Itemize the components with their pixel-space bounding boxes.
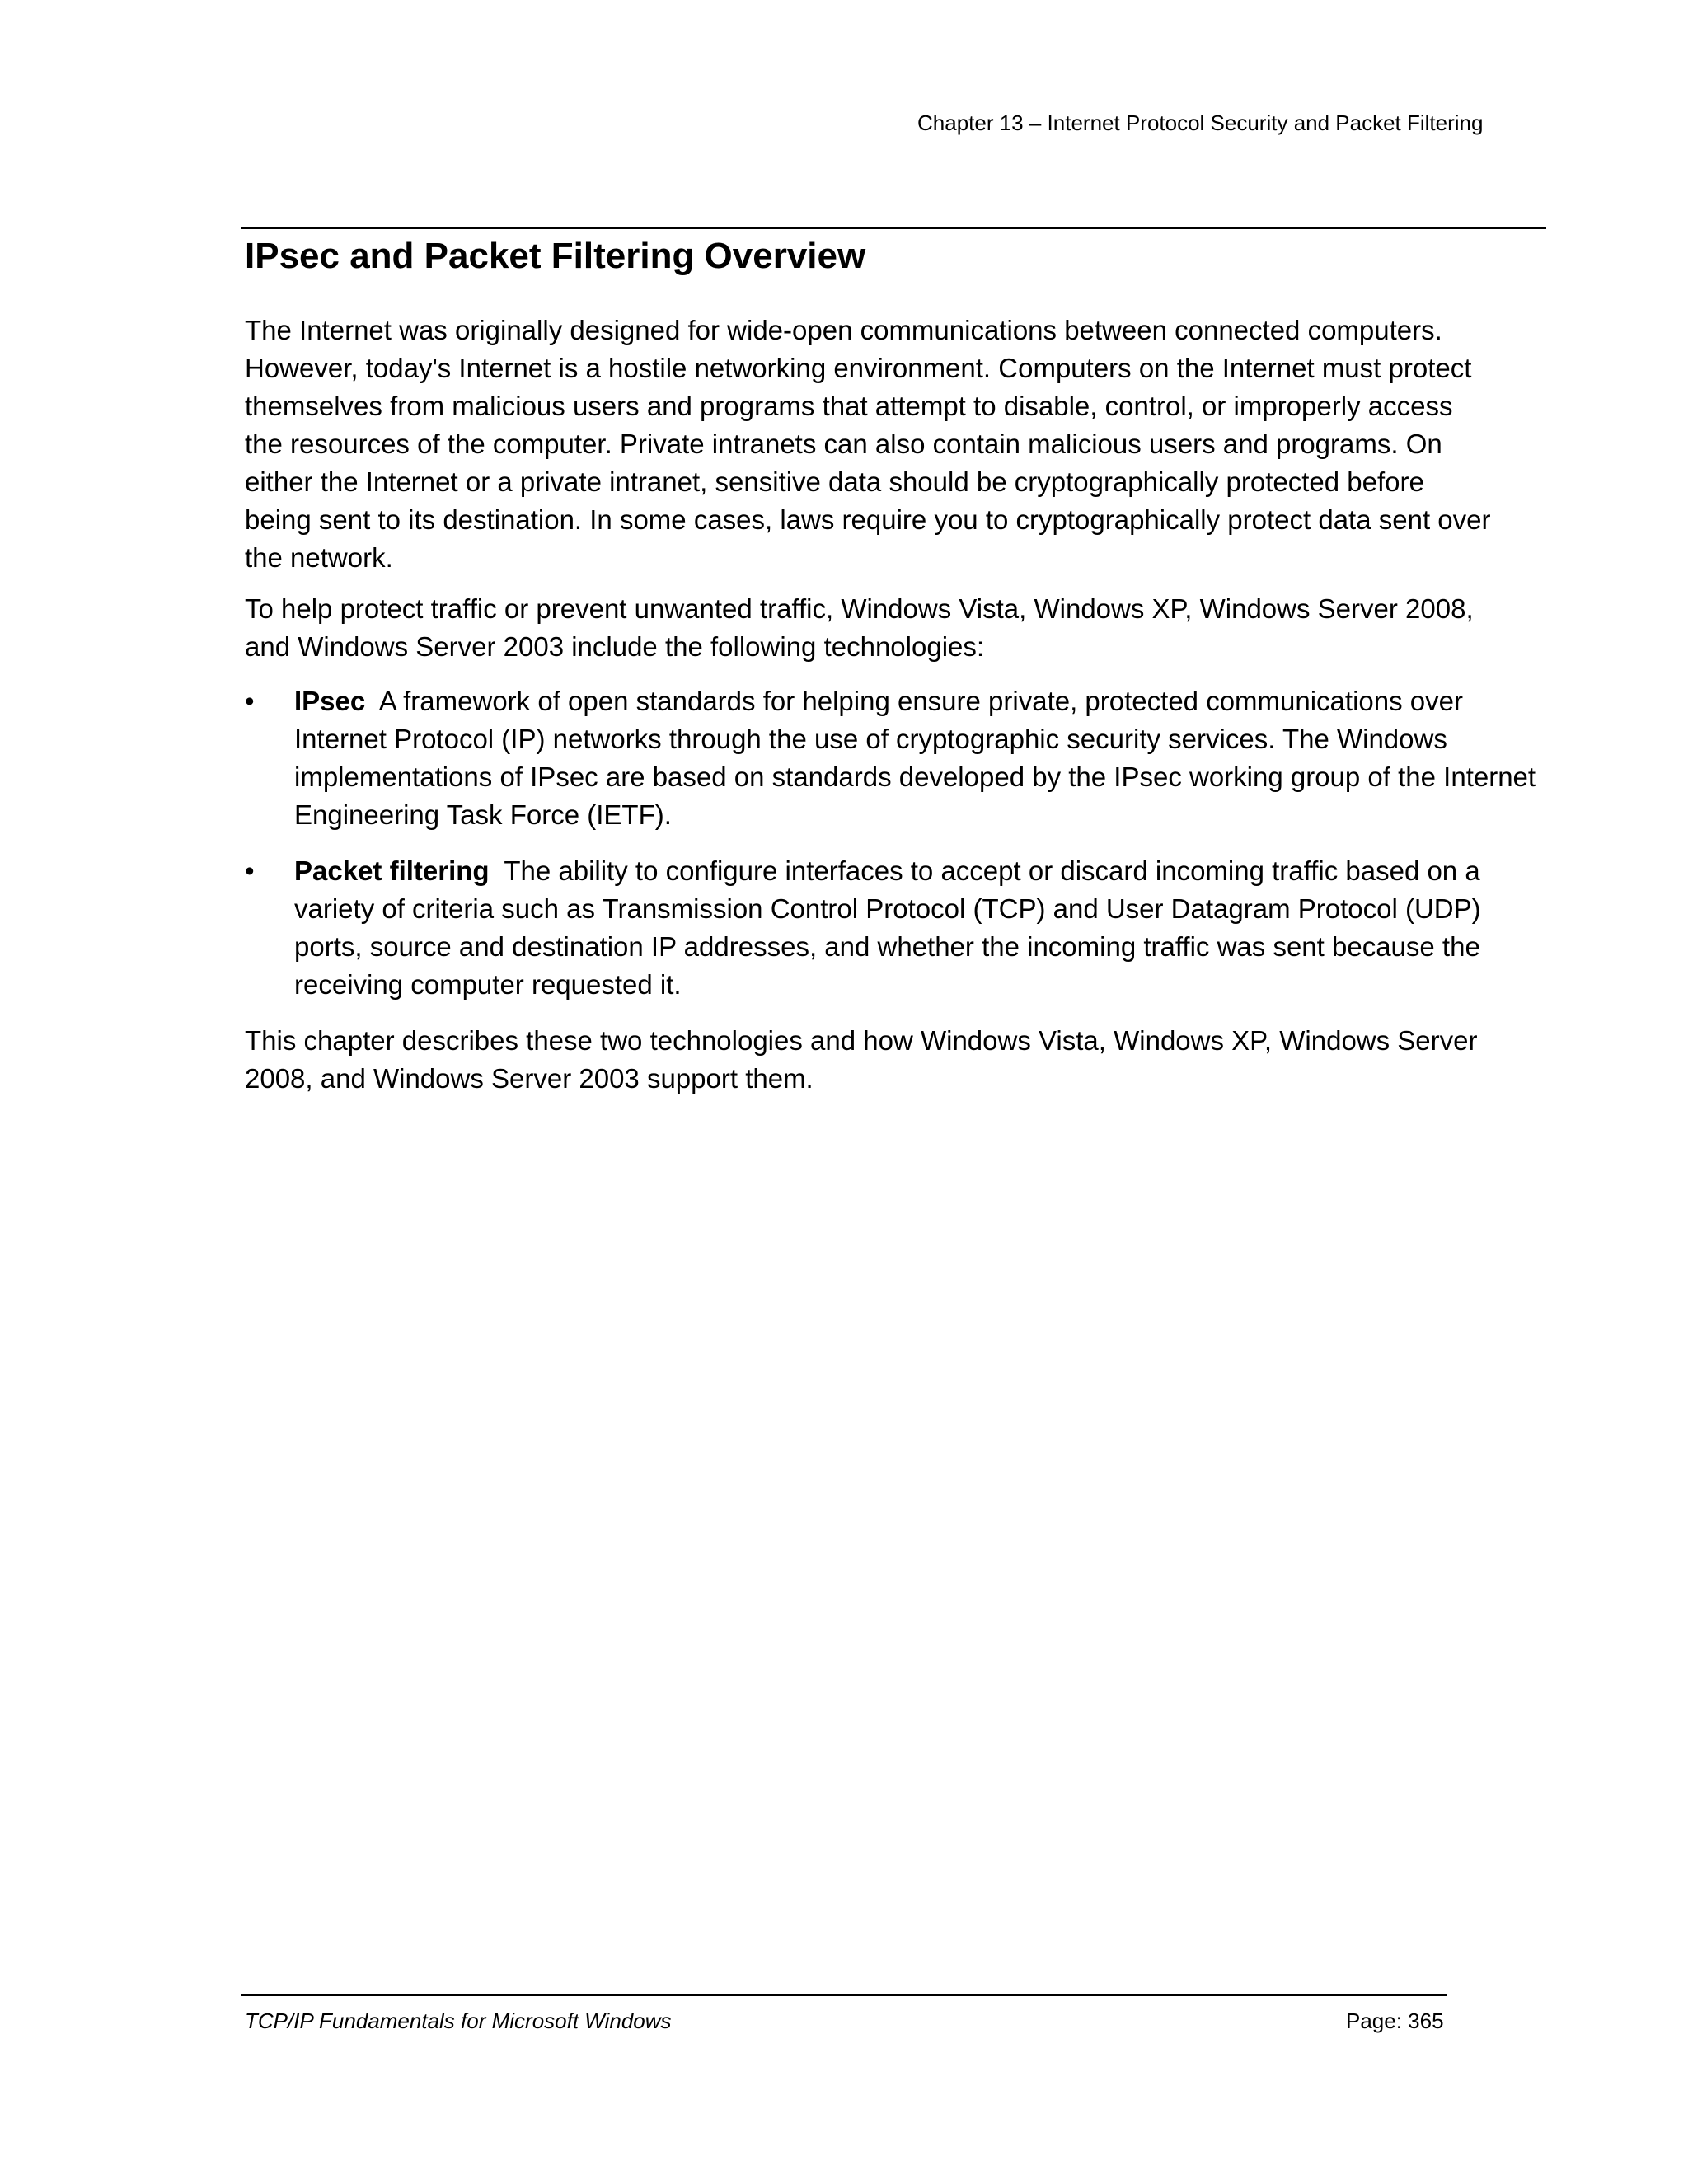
bullet-line: A framework of open standards for helping ensure private, protected communications over xyxy=(378,686,1463,716)
bullet-line: implementations of IPsec are based on standards developed by the IPsec working group of the Internet xyxy=(294,762,1536,792)
bullet-term: Packet filtering xyxy=(294,855,490,886)
bullet-line: ports, source and destination IP addresses, and whether the incoming traffic was sent because the xyxy=(294,931,1480,962)
intro-line: the network. xyxy=(245,542,393,573)
technologies-paragraph xyxy=(245,590,1547,666)
intro-line: However, today's Internet is a hostile networking environment. Computers on the Internet must protect xyxy=(245,353,1472,383)
running-header: Chapter 13 – Internet Protocol Security and Packet Filtering xyxy=(917,110,1484,135)
intro-paragraph xyxy=(245,312,1547,577)
intro-line: either the Internet or a private intranet, sensitive data should be cryptographically protected before xyxy=(245,466,1424,497)
intro-line: being sent to its destination. In some cases, laws require you to cryptographically protect data sent over xyxy=(245,504,1491,535)
bullet-body xyxy=(294,852,1547,1004)
bullet-icon: • xyxy=(245,686,255,716)
header-rule xyxy=(241,227,1546,229)
intro-line: the resources of the computer. Private intranets can also contain malicious users and programs. On xyxy=(245,429,1442,459)
bullet-line: Internet Protocol (IP) networks through the use of cryptographic security services. The Windows xyxy=(294,724,1447,754)
bullet-term: IPsec xyxy=(294,686,366,716)
closing-paragraph xyxy=(245,1022,1547,1098)
bullet-line: The ability to configure interfaces to accept or discard incoming traffic based on a xyxy=(504,855,1480,886)
technologies-line: To help protect traffic or prevent unwanted traffic, Windows Vista, Windows XP, Windows Server 2008, xyxy=(245,593,1474,624)
closing-line: This chapter describes these two technologies and how Windows Vista, Windows XP, Windows Server xyxy=(245,1025,1478,1056)
footer-page-number: Page: 365 xyxy=(1346,2008,1444,2033)
bullet-first-line xyxy=(294,852,1547,890)
bullet-line: variety of criteria such as Transmission Control Protocol (TCP) and User Datagram Protocol (UDP) xyxy=(294,893,1481,924)
footer-rule xyxy=(241,1994,1447,1996)
intro-line: The Internet was originally designed for wide-open communications between connected computers. xyxy=(245,315,1442,345)
technologies-line: and Windows Server 2003 include the following technologies: xyxy=(245,631,985,662)
bullet-icon: • xyxy=(245,855,255,886)
bullet-body xyxy=(294,682,1547,834)
section-title: IPsec and Packet Filtering Overview xyxy=(245,236,866,276)
closing-line: 2008, and Windows Server 2003 support them. xyxy=(245,1063,814,1094)
bullet-first-line xyxy=(294,682,1547,720)
bullet-line: Engineering Task Force (IETF). xyxy=(294,799,672,830)
footer-book-title: TCP/IP Fundamentals for Microsoft Windows xyxy=(245,2008,672,2033)
bullet-line: receiving computer requested it. xyxy=(294,969,682,1000)
intro-line: themselves from malicious users and programs that attempt to disable, control, or improperly access xyxy=(245,391,1453,421)
